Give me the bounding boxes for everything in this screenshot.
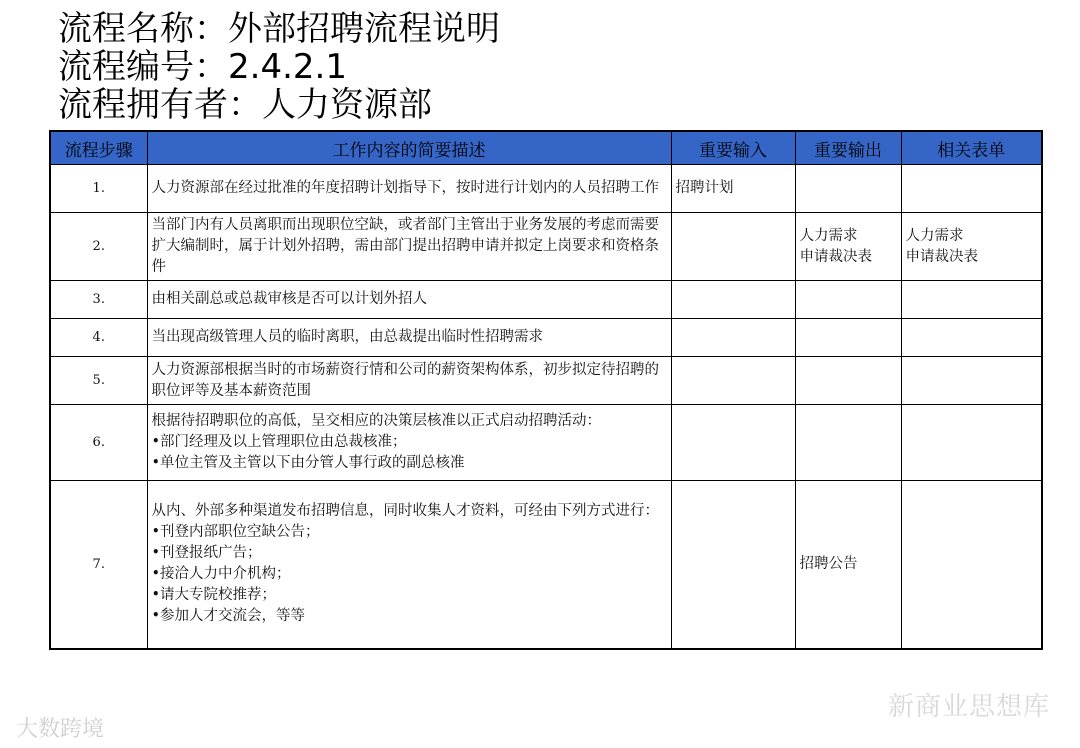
description-cell [147, 281, 671, 319]
forms-cell [901, 357, 1042, 405]
input-cell [671, 319, 795, 357]
output-cell [795, 165, 901, 213]
input-cell [671, 213, 795, 281]
process-owner: 流程拥有者：人力资源部 [58, 85, 432, 125]
table-row [50, 405, 1042, 481]
input-cell: 招聘计划 [671, 165, 795, 213]
table-row [50, 357, 1042, 405]
description-line: 当出现高级管理人员的临时离职，由总裁提出临时性招聘需求 [151, 329, 543, 345]
step-cell: 3. [50, 281, 147, 319]
description-line: 人力资源部在经过批准的年度招聘计划指导下，按时进行计划内的人员招聘工作 [151, 180, 659, 196]
description-cell [147, 319, 671, 357]
description-line: •单位主管及主管以下由分管人事行政的副总核准 [151, 455, 465, 471]
description-line: 人力资源部根据当时的市场薪资行情和公司的薪资架构体系，初步拟定待招聘的职位评等及基本薪资范围 [151, 361, 659, 399]
step-cell: 7. [50, 481, 147, 649]
table-row [50, 319, 1042, 357]
col-header-output: 重要输出 [795, 131, 901, 165]
process-code: 流程编号：2.4.2.1 [58, 47, 347, 87]
input-cell [671, 405, 795, 481]
description-line: 从内、外部多种渠道发布招聘信息，同时收集人才资料，可经由下列方式进行： [151, 503, 659, 520]
watermark-right: 新商业思想库 [887, 692, 1050, 722]
description-cell [147, 357, 671, 405]
watermark-left: 大数跨境 [16, 717, 105, 742]
description-cell [147, 213, 671, 281]
description-line: •刊登报纸广告； [151, 545, 262, 562]
table-row [50, 165, 1042, 213]
input-cell [671, 357, 795, 405]
description-line: 由相关副总或总裁审核是否可以计划外招人 [151, 291, 427, 307]
col-header-forms: 相关表单 [901, 131, 1042, 165]
output-cell [795, 319, 901, 357]
forms-cell [901, 281, 1042, 319]
table-row [50, 281, 1042, 319]
step-cell: 6. [50, 405, 147, 481]
description-line: 当部门内有人员离职而出现职位空缺，或者部门主管出于业务发展的考虑而需要扩大编制时，属于计划外招聘，需由部门提出招聘申请并拟定上岗要求和资格条件 [151, 217, 659, 275]
table-body [50, 165, 1042, 649]
description-line: •刊登内部职位空缺公告； [151, 524, 320, 541]
page-header [58, 10, 500, 124]
col-header-step: 流程步骤 [50, 131, 147, 165]
step-cell: 4. [50, 319, 147, 357]
process-name: 流程名称：外部招聘流程说明 [58, 9, 500, 49]
output-cell [795, 281, 901, 319]
description-cell [147, 481, 671, 649]
description-cell [147, 405, 671, 481]
input-cell [671, 281, 795, 319]
process-table [49, 130, 1043, 650]
output-cell: 人力需求 申请裁决表 [795, 213, 901, 281]
step-cell: 1. [50, 165, 147, 213]
table-header-row [50, 131, 1042, 165]
description-line: •请大专院校推荐； [151, 587, 277, 604]
output-cell: 招聘公告 [795, 481, 901, 649]
description-cell [147, 165, 671, 213]
description-line: 根据待招聘职位的高低，呈交相应的决策层核准以正式启动招聘活动： [151, 413, 601, 429]
forms-cell [901, 165, 1042, 213]
input-cell [671, 481, 795, 649]
col-header-description: 工作内容的简要描述 [147, 131, 671, 165]
output-cell [795, 357, 901, 405]
step-cell: 5. [50, 357, 147, 405]
description-line: •部门经理及以上管理职位由总裁核准； [151, 434, 407, 450]
description-line: •参加人才交流会，等等 [151, 608, 306, 625]
table-row [50, 481, 1042, 649]
forms-cell: 人力需求 申请裁决表 [901, 213, 1042, 281]
table-row [50, 213, 1042, 281]
forms-cell [901, 481, 1042, 649]
forms-cell [901, 319, 1042, 357]
forms-cell [901, 405, 1042, 481]
col-header-input: 重要输入 [671, 131, 795, 165]
description-line: •接洽人力中介机构； [151, 566, 291, 583]
step-cell: 2. [50, 213, 147, 281]
output-cell [795, 405, 901, 481]
